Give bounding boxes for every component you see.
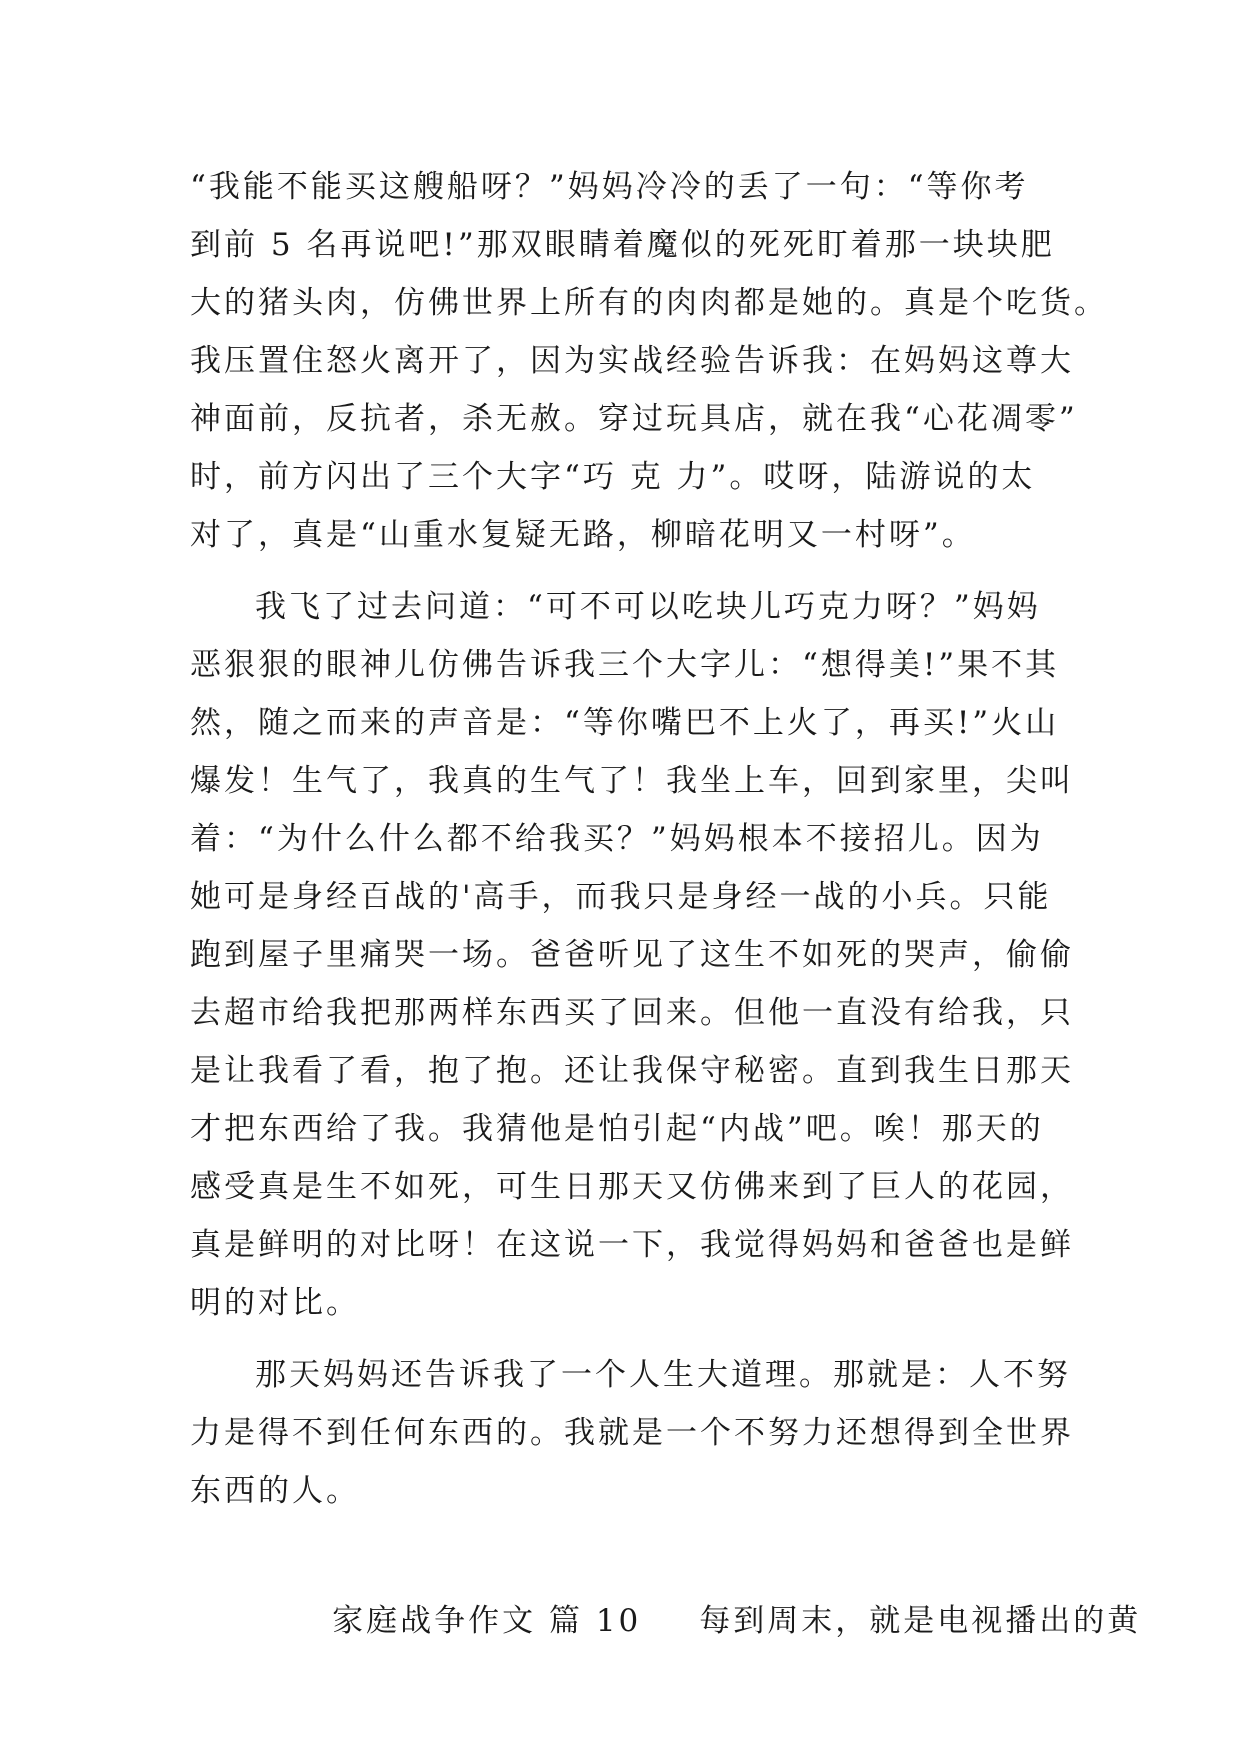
- paragraph-gap: [190, 1520, 1070, 1534]
- text-line: “我能不能买这艘船呀？”妈妈冷冷的丢了一句：“等你考: [190, 169, 1029, 205]
- text-line: 神面前，反抗者，杀无赦。穿过玩具店，就在我“心花凋零”: [190, 401, 1078, 437]
- section-title: 家庭战争作文 篇 10: [332, 1603, 642, 1639]
- text-line: 恶狠狠的眼神儿仿佛告诉我三个大字儿：“想得美!”果不其: [190, 647, 1060, 683]
- text-line: 我飞了过去问道：“可不可以吃块儿巧克力呀？”妈妈: [255, 589, 1041, 625]
- text-line: 感受真是生不如死，可生日那天又仿佛来到了巨人的花园，: [190, 1169, 1074, 1205]
- text-line: 爆发！生气了，我真的生气了！我坐上车，回到家里，尖叫: [190, 763, 1074, 799]
- text-line: 东西的人。: [190, 1473, 360, 1509]
- text-line: 力是得不到任何东西的。我就是一个不努力还想得到全世界: [190, 1415, 1074, 1451]
- paragraph-gap: [190, 1332, 1070, 1346]
- text-line: 明的对比。: [190, 1285, 360, 1321]
- paragraph-3: [190, 1346, 1074, 1520]
- paragraph-gap: [190, 564, 1070, 578]
- text-line: 她可是身经百战的'高手，而我只是身经一战的小兵。只能: [190, 879, 1052, 915]
- text-line: 我压置住怒火离开了，因为实战经验告诉我：在妈妈这尊大: [190, 343, 1074, 379]
- text-line: 时，前方闪出了三个大字“巧 克 力”。哎呀，陆游说的太: [190, 459, 1036, 495]
- text-line: 去超市给我把那两样东西买了回来。但他一直没有给我，只: [190, 995, 1074, 1031]
- text-line: 跑到屋子里痛哭一场。爸爸听见了这生不如死的哭声，偷偷: [190, 937, 1074, 973]
- text-line: 才把东西给了我。我猜他是怕引起“内战”吧。唉！那天的: [190, 1111, 1044, 1147]
- paragraph-2: [190, 578, 1074, 1332]
- text-line: 那天妈妈还告诉我了一个人生大道理。那就是：人不努: [255, 1357, 1071, 1393]
- text-line: 大的猪头肉，仿佛世界上所有的肉肉都是她的。真是个吃货。: [190, 285, 1108, 321]
- text-line: 到前 5 名再说吧!”那双眼睛着魔似的死死盯着那一块块肥: [190, 227, 1055, 263]
- text-line: 是让我看了看，抱了抱。还让我保守秘密。直到我生日那天: [190, 1053, 1074, 1089]
- section-continuation: 每到周末，就是电视播出的黄: [699, 1603, 1142, 1639]
- text-line: 对了，真是“山重水复疑无路，柳暗花明又一村呀”。: [190, 517, 976, 553]
- text-line: 着：“为什么什么都不给我买？”妈妈根本不接招儿。因为: [190, 821, 1044, 857]
- paragraph-1: [190, 158, 1108, 564]
- section-heading: [190, 1534, 1142, 1639]
- text-line: 然，随之而来的声音是：“等你嘴巴不上火了，再买!”火山: [190, 705, 1060, 741]
- document-body: [190, 158, 1142, 1639]
- text-line: 真是鲜明的对比呀！在这说一下，我觉得妈妈和爸爸也是鲜: [190, 1227, 1074, 1263]
